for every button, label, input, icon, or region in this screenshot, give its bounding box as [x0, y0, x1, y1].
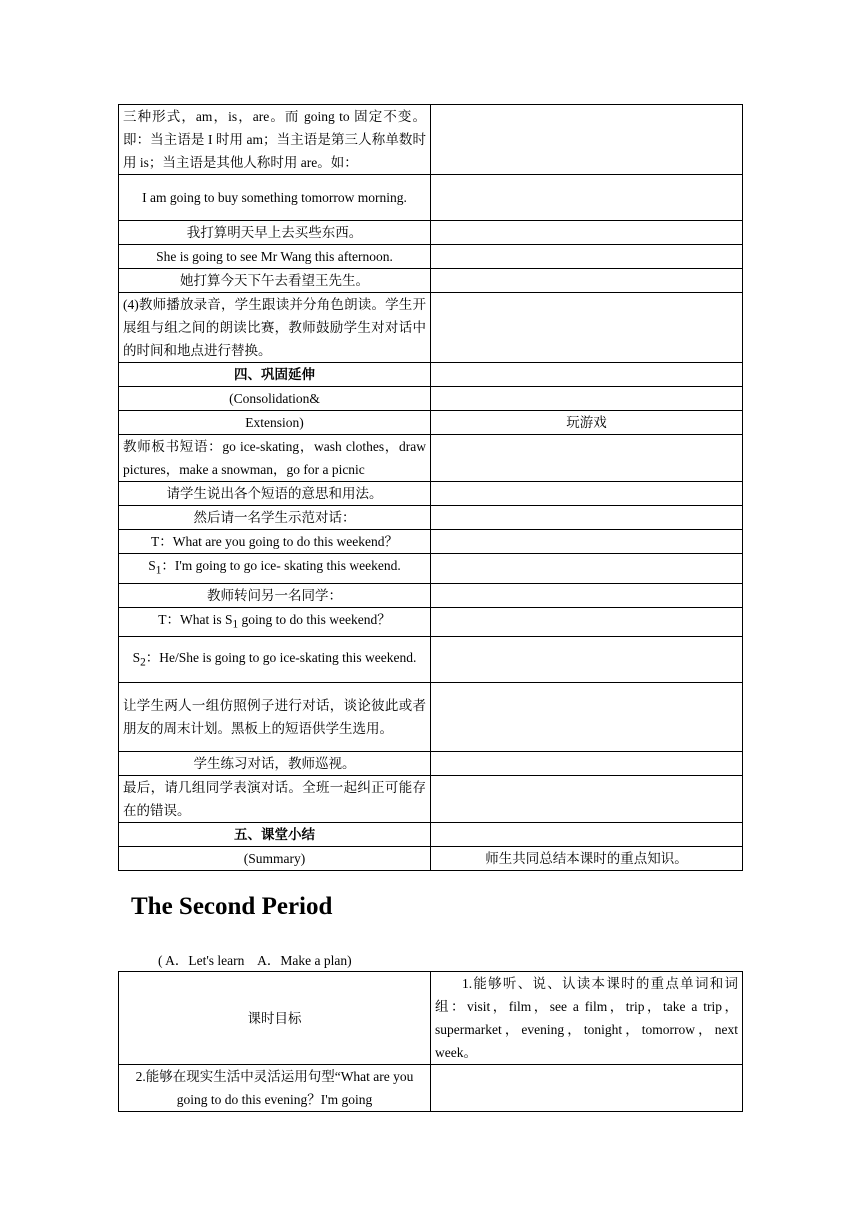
table-cell: 然后请一名学生示范对话：	[119, 506, 431, 530]
speaker-subscript: 1	[232, 618, 239, 631]
table-cell	[431, 752, 743, 776]
table-row	[119, 752, 743, 776]
table-cell: 她打算今天下午去看望王先生。	[119, 269, 431, 293]
table-row	[119, 823, 743, 847]
table-cell	[431, 221, 743, 245]
table-cell: I am going to buy something tomorrow morning.	[119, 175, 431, 221]
table-cell	[431, 105, 743, 175]
table-row	[119, 554, 743, 584]
table-row	[119, 269, 743, 293]
table-cell	[431, 776, 743, 823]
table-cell	[431, 607, 743, 637]
table-cell	[431, 482, 743, 506]
dialogue-text: ：He/She is going to go ice-skating this weekend.	[145, 649, 417, 665]
table-row	[119, 776, 743, 823]
table-cell: 师生共同总结本课时的重点知识。	[431, 847, 743, 871]
table-cell	[119, 607, 431, 637]
table-row	[119, 847, 743, 871]
table-cell: 学生练习对话，教师巡视。	[119, 752, 431, 776]
table-row	[119, 105, 743, 175]
dialogue-text: ：I'm going to go ice- skating this weekend.	[161, 558, 401, 573]
table-row	[119, 363, 743, 387]
table-cell: 教师板书短语：go ice-skating，wash clothes，draw pictures，make a snowman，go for a picnic	[119, 435, 431, 482]
table-cell: She is going to see Mr Wang this afternoon.	[119, 245, 431, 269]
section-heading: 五、课堂小结	[119, 823, 431, 847]
table-cell	[431, 554, 743, 584]
table-row	[119, 293, 743, 363]
table-cell	[119, 554, 431, 584]
table-row	[119, 175, 743, 221]
speaker-label: S	[132, 649, 141, 665]
table-row	[119, 637, 743, 683]
table-cell	[431, 363, 743, 387]
table-row	[119, 435, 743, 482]
table-row	[119, 583, 743, 607]
lesson-subtitle: ( A．Let's learn A．Make a plan)	[158, 953, 352, 968]
speaker-label: S	[148, 558, 156, 573]
table-row	[119, 683, 743, 752]
table-cell: 最后，请几组同学表演对话。全班一起纠正可能存在的错误。	[119, 776, 431, 823]
speaker-subscript: 2	[140, 656, 146, 669]
table-row	[119, 530, 743, 554]
table-row	[119, 972, 743, 1065]
table-row	[119, 482, 743, 506]
table-cell	[431, 245, 743, 269]
table-cell: (Summary)	[119, 847, 431, 871]
table-row	[119, 607, 743, 637]
lesson-plan-table-1	[118, 104, 743, 871]
table-row	[119, 221, 743, 245]
section-heading: 四、巩固延伸	[119, 363, 431, 387]
table-cell	[431, 387, 743, 411]
table-row	[119, 387, 743, 411]
table-cell	[431, 269, 743, 293]
table-cell: 教师转问另一名同学：	[119, 583, 431, 607]
table-cell: 我打算明天早上去买些东西。	[119, 221, 431, 245]
table-cell: Extension)	[119, 411, 431, 435]
table-row	[119, 1065, 743, 1112]
table-row	[119, 506, 743, 530]
speaker-subscript: 1	[155, 564, 162, 577]
objectives-label: 课时目标	[119, 972, 431, 1065]
table-cell	[431, 823, 743, 847]
speaker-label: T：What is S	[158, 611, 233, 627]
dialogue-text: going to do this weekend？	[238, 611, 391, 627]
table-cell	[119, 637, 431, 683]
table-cell: 玩游戏	[431, 411, 743, 435]
table-cell	[431, 583, 743, 607]
table-cell	[431, 435, 743, 482]
table-cell	[431, 506, 743, 530]
table-cell: T：What are you going to do this weekend？	[119, 530, 431, 554]
table-row	[119, 245, 743, 269]
table-cell: 1.能够听、说、认读本课时的重点单词和词组：visit，film，see a film，trip，take a trip，supermarket，evening，tonight，tomorrow，next week。	[431, 972, 743, 1065]
table-cell: 让学生两人一组仿照例子进行对话，谈论彼此或者朋友的周末计划。黑板上的短语供学生选用。	[119, 683, 431, 752]
table-cell: 2.能够在现实生活中灵活运用句型“What are you going to do this evening？I'm going	[119, 1065, 431, 1112]
table-cell	[431, 175, 743, 221]
table-row	[119, 411, 743, 435]
table-cell: (4)教师播放录音，学生跟读并分角色朗读。学生开展组与组之间的朗读比赛，教师鼓励学生对对话中的时间和地点进行替换。	[119, 293, 431, 363]
lesson-plan-table-2	[118, 971, 743, 1112]
table-cell	[431, 683, 743, 752]
table-cell: 三种形式，am，is，are。而 going to 固定不变。即：当主语是 I 时用 am；当主语是第三人称单数时用 is；当主语是其他人称时用 are。如：	[119, 105, 431, 175]
section-title: The Second Period	[131, 893, 333, 920]
table-cell: 请学生说出各个短语的意思和用法。	[119, 482, 431, 506]
table-cell	[431, 293, 743, 363]
table-cell	[431, 530, 743, 554]
table-cell: (Consolidation&	[119, 387, 431, 411]
table-cell	[431, 637, 743, 683]
table-cell	[431, 1065, 743, 1112]
